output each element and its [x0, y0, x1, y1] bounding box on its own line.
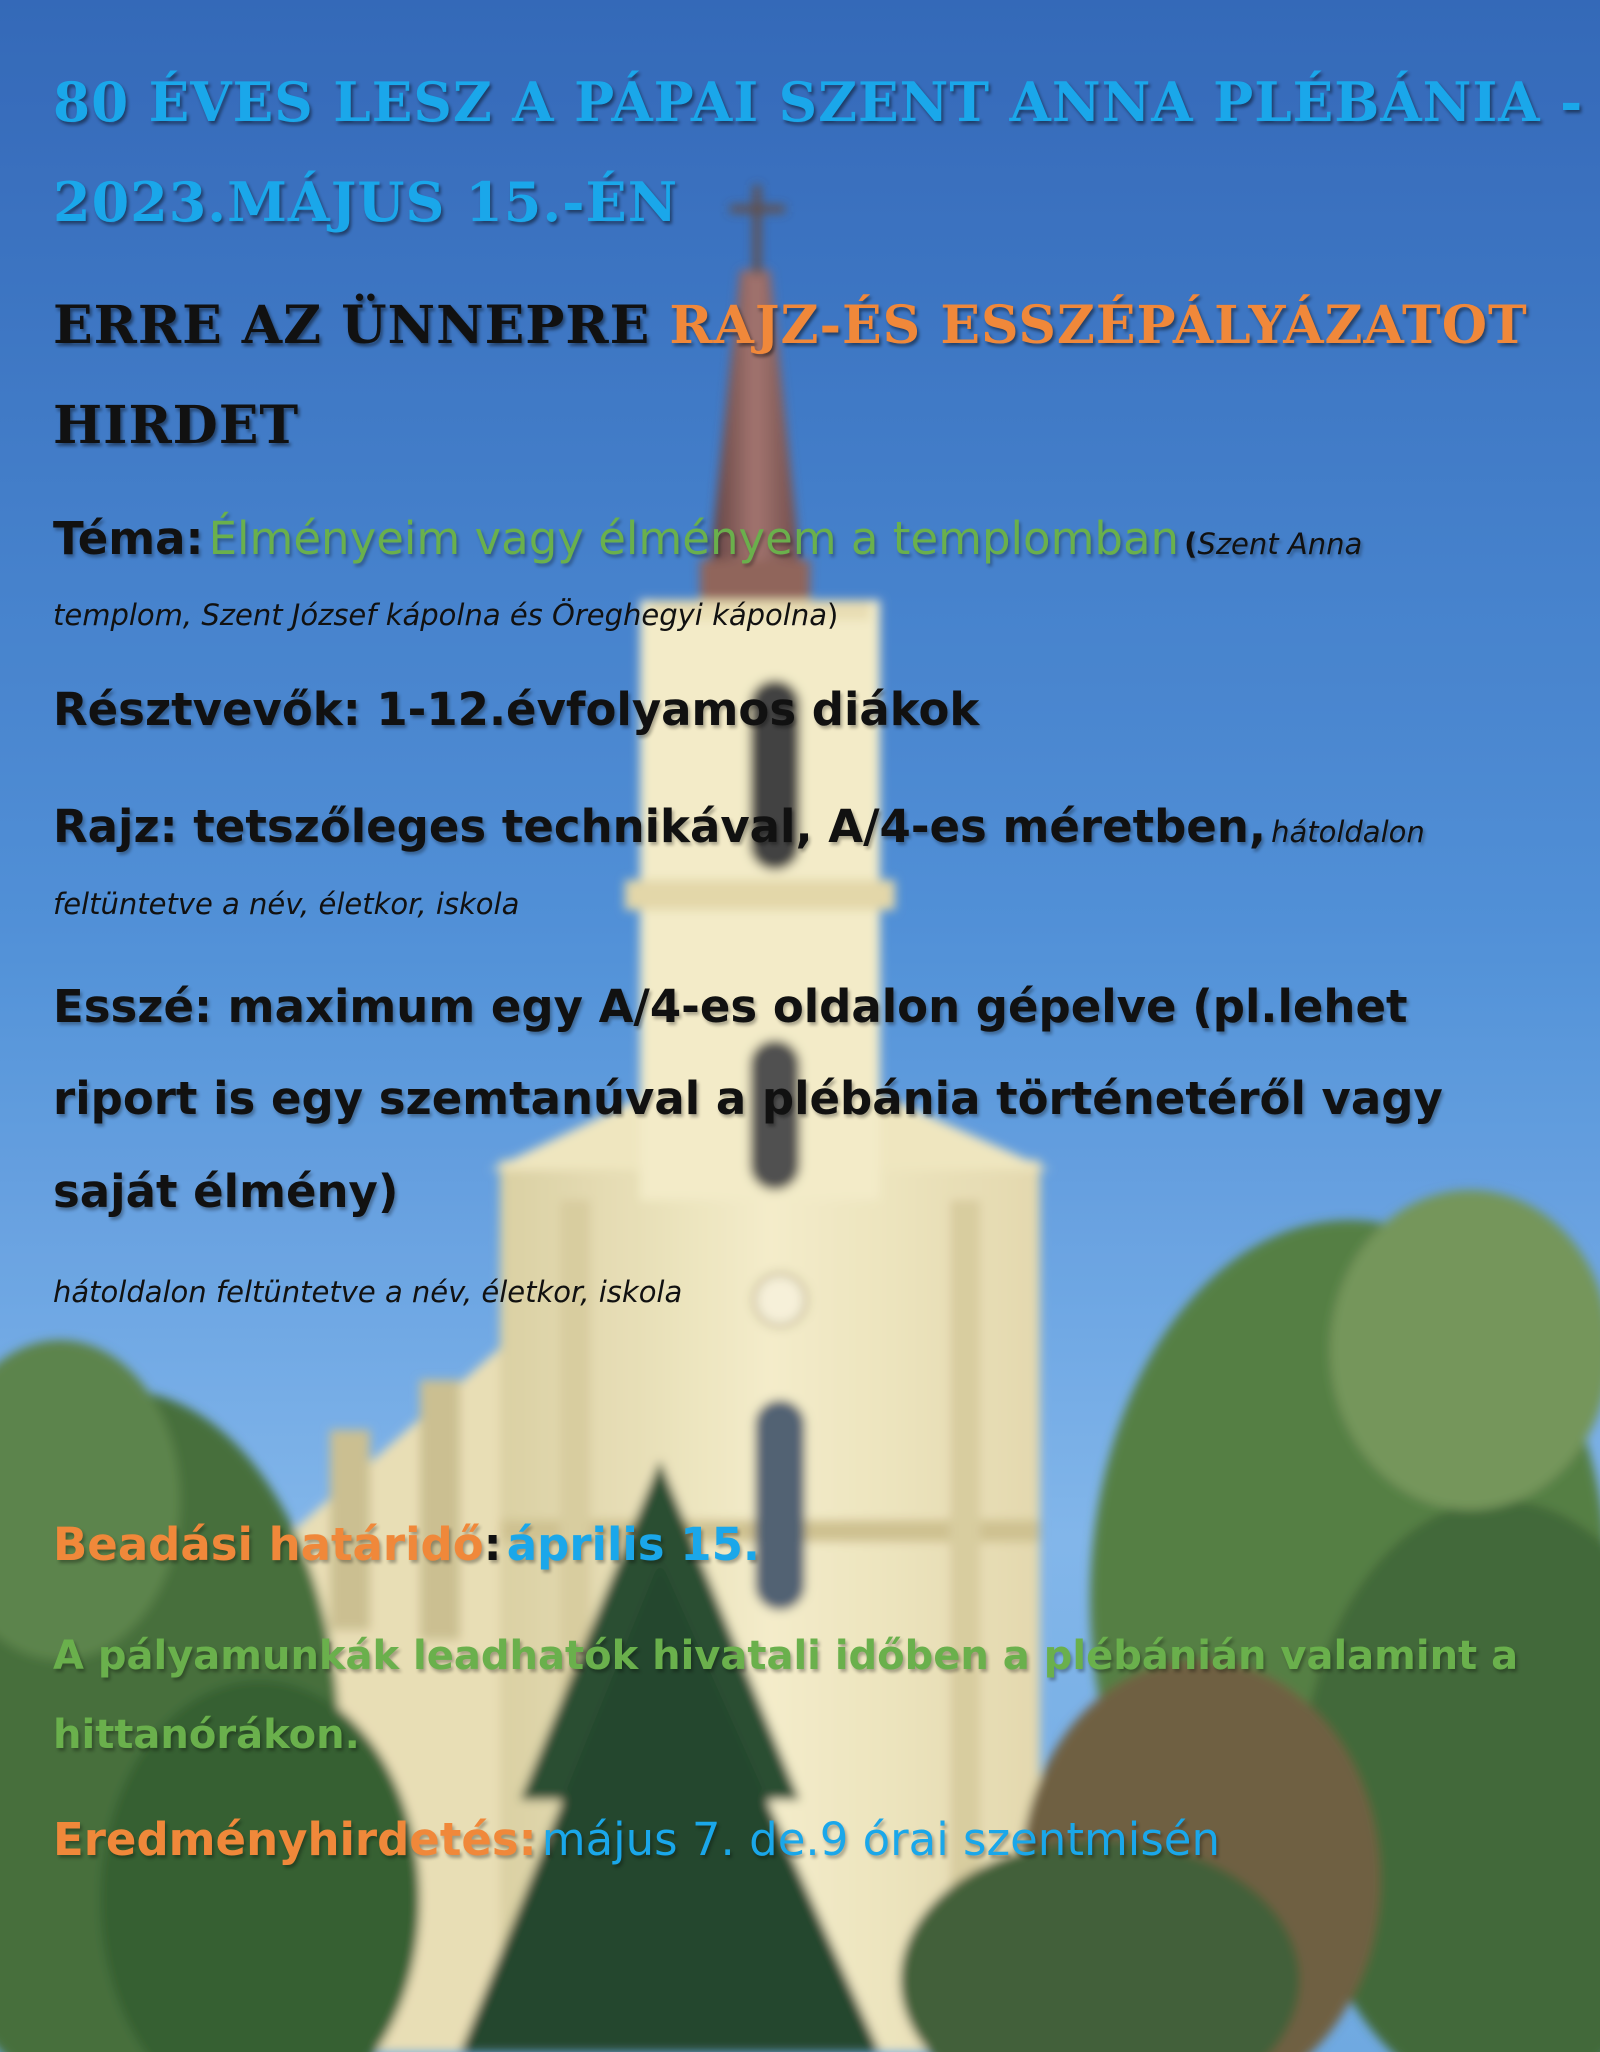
drawing-note-1: hátoldalon	[1271, 815, 1425, 849]
announcement-prefix: ERRE AZ ÜNNEPRE	[53, 295, 651, 356]
announcement-highlight: RAJZ-ÉS ESSZÉPÁLYÁZATOT	[669, 295, 1528, 356]
participants: Résztvevők: 1-12.évfolyamos diákok	[53, 683, 980, 736]
deadline	[53, 1518, 760, 1571]
announcement-line-2: HIRDET	[53, 395, 300, 456]
results	[53, 1813, 1220, 1866]
deadline-value: április 15.	[506, 1518, 760, 1571]
drawing-note-2: feltüntetve a név, életkor, iskola	[53, 887, 520, 921]
deadline-colon: :	[483, 1518, 502, 1571]
deadline-label: Beadási határidő	[53, 1518, 484, 1571]
theme-value: Élményeim vagy élményem a templomban	[208, 512, 1180, 565]
headline-line-2: 2023.MÁJUS 15.-ÉN	[53, 170, 679, 234]
theme-label: Téma:	[53, 512, 204, 565]
headline-line-1: 80 ÉVES LESZ A PÁPAI SZENT ANNA PLÉBÁNIA -	[53, 70, 1584, 134]
theme-line-2	[53, 598, 838, 632]
submission-line-1: A pályamunkák leadhatók hivatali időben a plébánián valamint a	[53, 1633, 1519, 1679]
essay-line-1: Esszé: maximum egy A/4-es oldalon gépelve (pl.lehet	[53, 980, 1408, 1033]
essay-note: hátoldalon feltüntetve a név, életkor, iskola	[53, 1275, 683, 1309]
essay-line-2: riport is egy szemtanúval a plébánia történetéről vagy	[53, 1072, 1443, 1125]
announcement-line-1	[53, 295, 1528, 356]
drawing-line-1	[53, 800, 1425, 853]
theme-note-2: templom, Szent József kápolna és Öreghegyi kápolna	[53, 598, 827, 632]
theme-paren-close: )	[827, 598, 839, 632]
theme-paren-open: (	[1184, 527, 1198, 561]
drawing-text: Rajz: tetszőleges technikával, A/4-es méretben,	[53, 800, 1266, 853]
essay-line-3: saját élmény)	[53, 1165, 399, 1218]
theme-line-1	[53, 512, 1362, 565]
results-label: Eredményhirdetés:	[53, 1813, 537, 1866]
theme-note-1: Szent Anna	[1197, 527, 1363, 561]
submission-line-2: hittanórákon.	[53, 1712, 360, 1758]
results-value: május 7. de.9 órai szentmisén	[541, 1813, 1220, 1866]
